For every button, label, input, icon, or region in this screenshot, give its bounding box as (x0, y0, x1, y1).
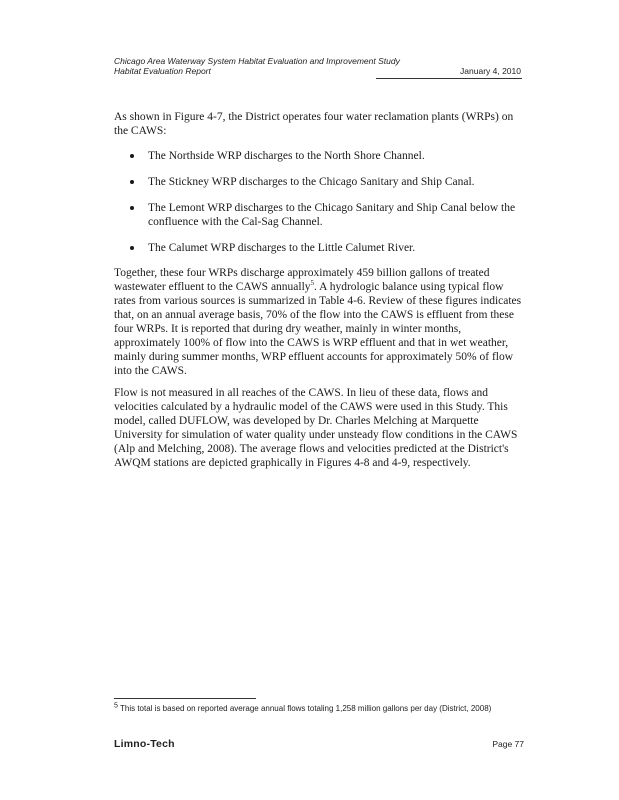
bullet-lemont (114, 201, 524, 229)
footnote (114, 703, 524, 714)
page-footer (114, 738, 524, 750)
bullet-calumet (114, 241, 524, 255)
header-rule (376, 78, 522, 79)
bullet-dot-icon (130, 206, 134, 210)
bullet-dot-icon (130, 180, 134, 184)
paragraph-text-start: Together, these four WRPs discharge approximately 459 billion gallons of treated wastewater effluent to the CAWS annually (114, 267, 490, 293)
bullet-text: The Stickney WRP discharges to the Chicago Sanitary and Ship Canal. (148, 176, 475, 188)
footnote-text: This total is based on reported average annual flows totaling 1,258 million gallons per day (District, 2008) (117, 704, 492, 713)
footnote-rule (114, 698, 256, 699)
footnote-reference[interactable]: 5 (310, 279, 315, 288)
paragraph-text-end: . A hydrologic balance using typical flow rates from various sources is summarized in Table 4-6. Review of these figures indicates that, on an annual average basis, 70% of the flow into the CAWS is effluent from these four WRPs. It is reported that during dry weather, mainly in winter months, approximately 100% of flow into the CAWS is WRP effluent and that in wet weather, mainly during summer months, WRP effluent accounts for approximately 50% of flow into the CAWS. (114, 281, 522, 377)
intro-paragraph: As shown in Figure 4-7, the District operates four water reclamation plants (WRPs) on the CAWS: (114, 111, 514, 137)
bullet-dot-icon (130, 246, 134, 250)
wrp-bullet-list (114, 149, 524, 255)
bullet-text: The Calumet WRP discharges to the Little Calumet River. (148, 242, 416, 254)
bullet-text: The Northside WRP discharges to the North Shore Channel. (148, 150, 425, 162)
footer-brand-logo: Limno-Tech (114, 738, 175, 750)
bullet-text: The Lemont WRP discharges to the Chicago Sanitary and Ship Canal below the confluence with the Cal-Sag Channel. (148, 202, 516, 228)
header-report-title: Habitat Evaluation Report (114, 66, 211, 76)
bullet-dot-icon (130, 154, 134, 158)
header-date: January 4, 2010 (460, 66, 521, 76)
bullet-stickney (114, 175, 524, 189)
footnote-marker: 5 (114, 702, 118, 710)
header-study-title: Chicago Area Waterway System Habitat Evaluation and Improvement Study (114, 56, 400, 66)
bullet-northside (114, 149, 524, 163)
header-second-line (114, 66, 521, 76)
duflow-model-paragraph: Flow is not measured in all reaches of the CAWS. In lieu of these data, flows and velocities calculated by a hydraulic model of the CAWS were used in this Study. This model, called DUFLOW, was developed by Dr. Charles Melching at Marquette University for simulation of water quality under unsteady flow conditions in the CAWS (Alp and Melching, 2008). The average flows and velocities predicted at the District's AWQM stations are depicted graphically in Figures 4-8 and 4-9, respectively. (114, 387, 518, 469)
page-number: Page 77 (492, 739, 524, 749)
flow-balance-paragraph (114, 266, 524, 378)
